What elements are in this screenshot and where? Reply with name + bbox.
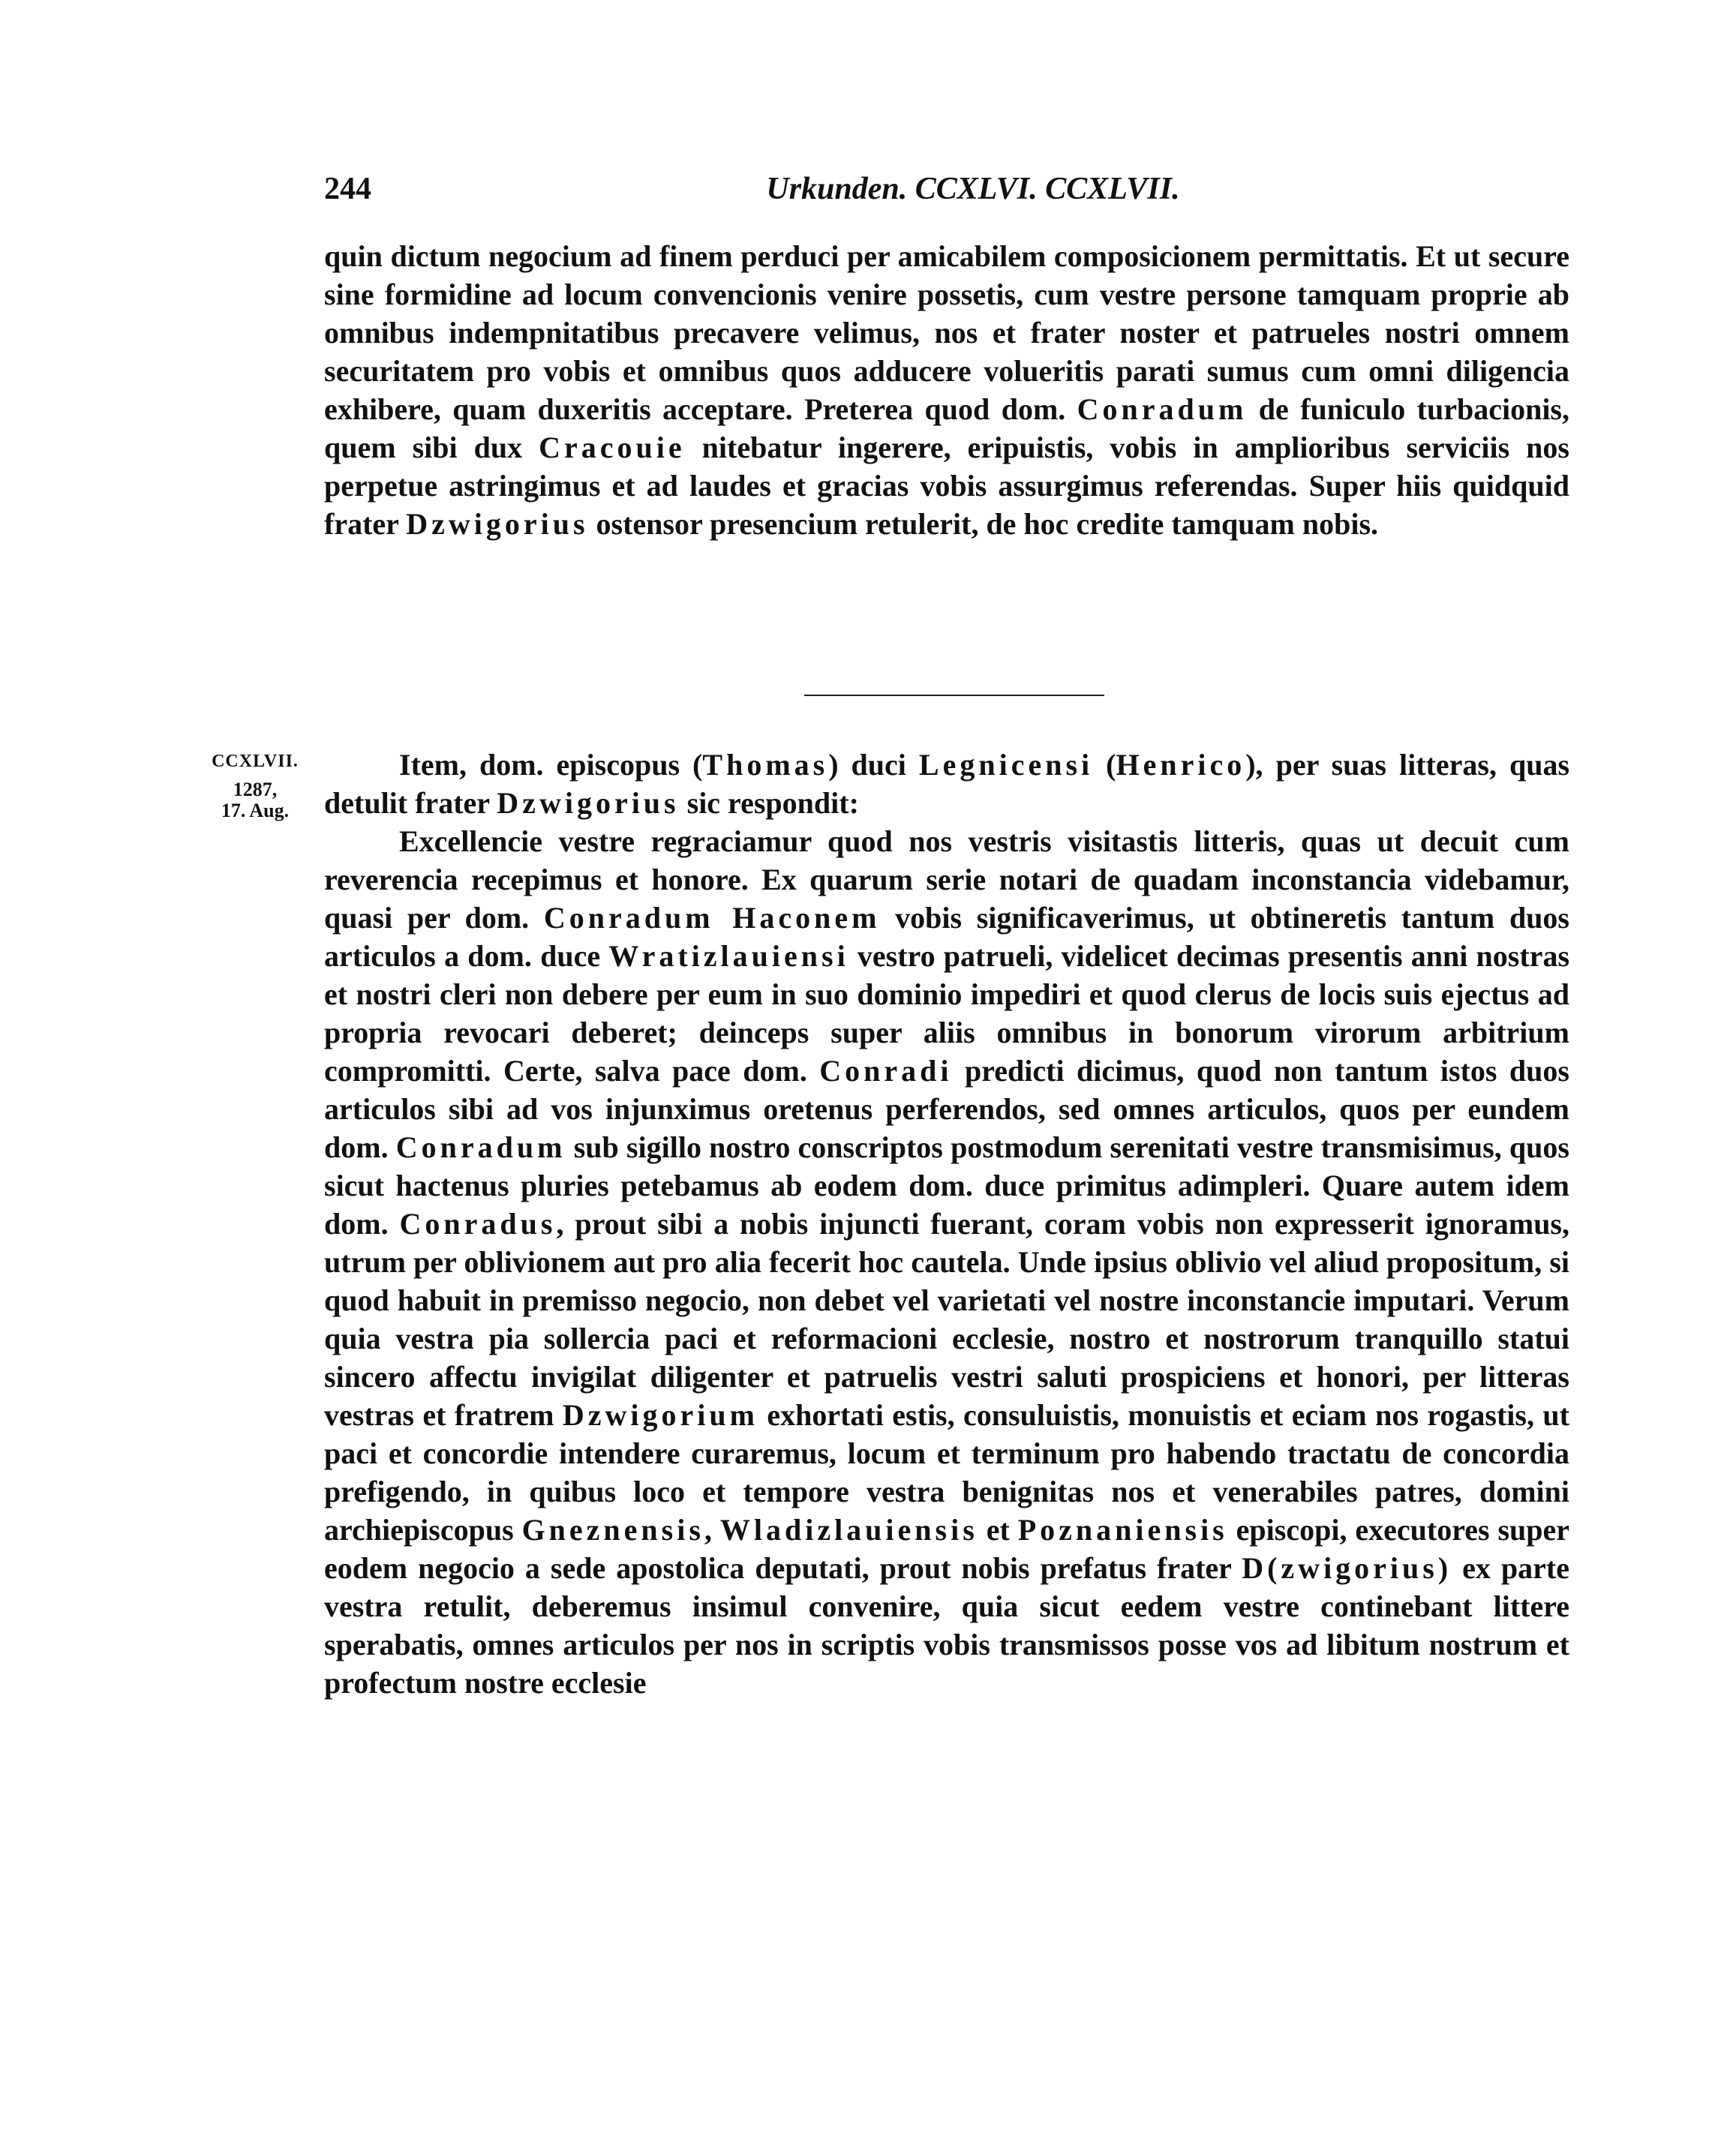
- text-segment: ), per suas litteras, quas detulit frater: [324, 748, 1570, 820]
- text-segment: nitebatur ingerere, eripuistis, vobis in amplioribus serviciis nos perpetue astringimus et ad laudes et gracias vobis assurgimus referendas. Super hiis quidquid frater: [324, 431, 1569, 541]
- spaced-name: Dzwigorium: [562, 1398, 758, 1432]
- running-head-title: Urkunden. CCXLVI. CCXLVII.: [766, 172, 1180, 206]
- spaced-name: Conradum: [395, 1130, 566, 1164]
- text-segment: Excellencie vestre regraciamur quod nos vestris visitastis litteris, quas ut decuit cum reverencia recepimus et honore. Ex quarum serie notari de quadam inconstancia videbamur, quasi per dom.: [324, 824, 1569, 935]
- document-246-continuation: [324, 237, 1569, 543]
- spaced-name: Legnicensi: [918, 748, 1094, 782]
- text-segment: vestro patrueli, videlicet decimas presentis anni nostras et nostri cleri non debere per eum in suo dominio impediri et quod clerus de locis suis ejectus ad propria revocari deberet; deinceps super aliis omnibus in bonorum virorum arbitrium compromitti. Certe, salva pace dom.: [324, 939, 1570, 1088]
- text-segment: ,: [704, 1513, 720, 1547]
- text-segment: Item, dom. episcopus (: [399, 748, 703, 782]
- body-paragraph: [324, 822, 1569, 1702]
- text-segment: predicti dicimus, quod non tantum istos duos articulos sibi ad vos injunximus oretenus perferendos, sed omnes articulos, quos per eundem dom.: [324, 1054, 1569, 1164]
- spaced-name: Gneznensis: [521, 1513, 704, 1547]
- spaced-name: Conradum: [1077, 392, 1248, 426]
- margin-note: [191, 752, 319, 821]
- spaced-name: Wladizlauiensis: [719, 1513, 978, 1547]
- spaced-name: D(zwigorius): [1242, 1551, 1452, 1585]
- text-segment: exhortati estis, consuluistis, monuistis et eciam nos rogastis, ut paci et concordie intendere curaremus, locum et terminum pro habendo tractatu de concordia prefigendo, in quibus loco et tempore vestra benignitas nos et venerabiles patres, domini archiepiscopus: [324, 1398, 1569, 1547]
- spaced-name: Conradi: [819, 1054, 953, 1088]
- text-segment: (: [1093, 748, 1116, 782]
- text-segment: ostensor presencium retulerit, de hoc credite tamquam nobis.: [588, 507, 1379, 541]
- text-segment: ex parte vestra retulit, deberemus insimul convenire, quia sicut eedem vestre continebant littere sperabatis, omnes articulos per nos in scriptis vobis transmissos posse vos ad libitum nostrum et profectum nostre ecclesie: [324, 1551, 1569, 1700]
- text-segment: vobis significaverimus, ut obtineretis tantum duos articulos a dom. duce: [324, 901, 1569, 973]
- text-segment: , prout sibi a nobis injuncti fuerant, coram vobis non expresserit ignoramus, utrum per oblivionem aut pro alia fecerit hoc cautela. Unde ipsius oblivio vel aliud propositum, si quod habuit in premisso negocio, non debet vel varietati vel nostre inconstancie imputari. Verum quia vestra pia sollercia paci et reformacioni ecclesie, nostro et nostrorum tranquillo statui sincero affectu invigilat diligenter et patruelis vestri saluti prospiciens et honori, per litteras vestras et fratrem: [324, 1207, 1569, 1432]
- document-247: [324, 746, 1569, 1702]
- text-segment: quin dictum negocium ad finem perduci per amicabilem composicionem permittatis. Et ut secure sine formidine ad locum convencionis venire possetis, cum vestre persone tamquam proprie ab omnibus indempnitatibus precavere velimus, nos et frater noster et patrueles nostri omnem securitatem pro vobis et omnibus quos adducere volueritis parati sumus cum omni diligencia exhibere, quam duxeritis acceptare. Preterea quod dom.: [324, 239, 1569, 426]
- spaced-name: Wratizlauiensi: [608, 939, 849, 973]
- intro-paragraph: [324, 746, 1569, 822]
- spaced-name: Dzwigorius: [406, 507, 589, 541]
- paragraph: [324, 237, 1569, 543]
- text-segment: de funiculo turbacionis, quem sibi dux: [324, 392, 1569, 464]
- section-divider: [804, 695, 1104, 696]
- text-segment: sub sigillo nostro conscriptos postmodum serenitati vestre transmisimus, quos sicut hactenus pluries petebamus ab eodem dom. duce primitus adimpleri. Quare autem idem dom.: [324, 1130, 1569, 1241]
- document-number: CCXLVII.: [212, 752, 299, 771]
- document-date: 17. Aug.: [221, 800, 290, 821]
- spaced-name: Conradum Haconem: [543, 901, 881, 935]
- spaced-name: Thomas: [702, 748, 829, 782]
- spaced-name: Conradus: [399, 1207, 557, 1241]
- text-segment: sic respondit:: [679, 786, 859, 820]
- running-head: [324, 171, 1577, 216]
- document-year: 1287,: [233, 779, 278, 800]
- text-segment: et: [978, 1513, 1018, 1547]
- page-number: 244: [324, 172, 371, 206]
- text-segment: episcopi, executores super eodem negocio a sede apostolica deputati, prout nobis prefatus frater: [324, 1513, 1570, 1585]
- text-segment: ) duci: [828, 748, 919, 782]
- spaced-name: Poznaniensis: [1017, 1513, 1228, 1547]
- spaced-name: Henrico: [1116, 748, 1246, 782]
- spaced-name: Cracouie: [539, 431, 686, 464]
- spaced-name: Dzwigorius: [497, 786, 680, 820]
